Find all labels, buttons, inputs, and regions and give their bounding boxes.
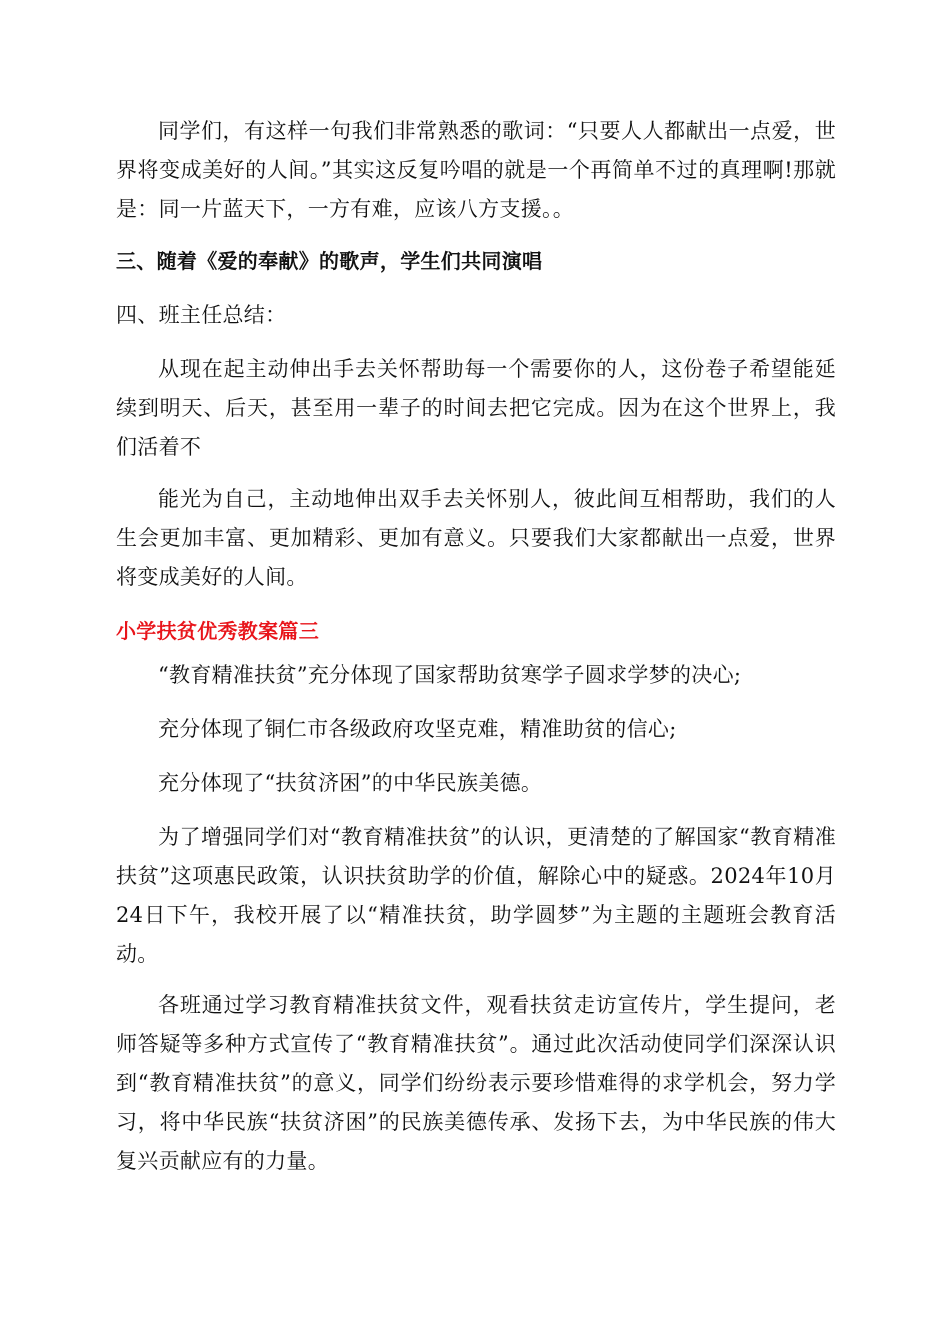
heading-item-four: 四、班主任总结： — [116, 303, 287, 327]
section-title: 小学扶贫优秀教案篇三 — [116, 619, 319, 643]
paragraph-confidence: 充分体现了铜仁市各级政府攻坚克难，精准助贫的信心; — [158, 717, 677, 741]
paragraph-summary-part2: 能光为自己，主动地伸出双手去关怀别人，彼此间互相帮助，我们的人生会更加丰富、更加精彩、更加有意义。只要我们大家都献出一点爱，世界将变成美好的人间。 — [116, 487, 836, 589]
paragraph-outcome: 各班通过学习教育精准扶贫文件，观看扶贫走访宣传片，学生提问，老师答疑等多种方式宣传了“教育精准扶贫”。通过此次活动使同学们深深认识到“教育精准扶贫”的意义，同学们纷纷表示要珍惜难得的求学机会，努力学习，将中华民族“扶贫济困”的民族美德传承、发扬下去，为中华民族的伟大复兴贡献应有的力量。 — [116, 993, 836, 1173]
paragraph-summary-part1: 从现在起主动伸出手去关怀帮助每一个需要你的人，这份卷子希望能延续到明天、后天，甚至用一辈子的时间去把它完成。因为在这个世界上，我们活着不 — [116, 357, 836, 459]
paragraph-activity: 为了增强同学们对“教育精准扶贫”的认识，更清楚的了解国家“教育精准扶贫”这项惠民政策，认识扶贫助学的价值，解除心中的疑惑。2024年10月24日下午，我校开展了以“精准扶贫，助学圆梦”为主题的主题班会教育活动。 — [116, 825, 836, 966]
paragraph-virtue: 充分体现了“扶贫济困”的中华民族美德。 — [158, 771, 543, 795]
heading-item-three: 三、随着《爱的奉献》的歌声，学生们共同演唱 — [116, 249, 543, 273]
paragraph-lyrics: 同学们，有这样一句我们非常熟悉的歌词：“只要人人都献出一点爱，世界将变成美好的人间。”其实这反复吟唱的就是一个再简单不过的真理啊!那就是：同一片蓝天下，一方有难，应该八方支援。。 — [116, 119, 836, 221]
paragraph-determination: “教育精准扶贫”充分体现了国家帮助贫寒学子圆求学梦的决心; — [158, 663, 742, 687]
